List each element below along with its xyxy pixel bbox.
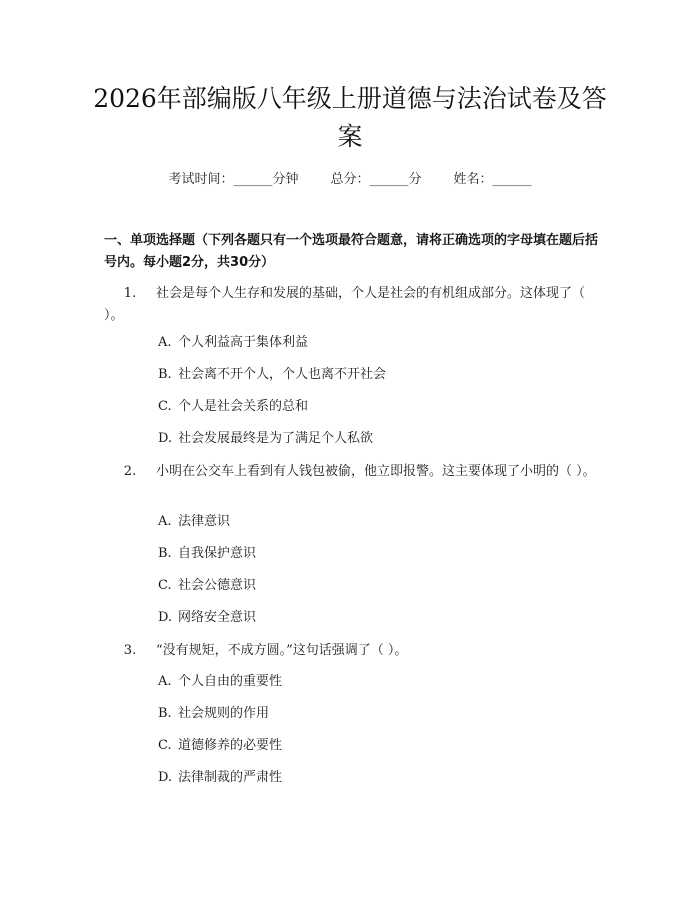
question-2-option-a	[158, 512, 230, 532]
option-text: 网络安全意识	[178, 610, 257, 625]
option-text: 社会规则的作用	[178, 706, 270, 721]
question-1-option-a	[158, 333, 308, 353]
exam-time-field: 考试时间：______分钟	[168, 172, 299, 187]
option-text: 自我保护意识	[178, 546, 257, 561]
option-text: 个人利益高于集体利益	[178, 335, 309, 350]
document-title: 2026年部编版八年级上册道德与法治试卷及答案	[93, 84, 607, 151]
option-letter: D.	[158, 610, 173, 625]
option-letter: A.	[158, 674, 172, 689]
total-score-field: 总分：______分	[330, 172, 422, 187]
question-3	[104, 640, 604, 662]
option-letter: C.	[158, 399, 172, 414]
option-letter: D.	[158, 431, 173, 446]
question-1-option-c	[158, 397, 308, 417]
question-1-option-d	[158, 429, 373, 449]
option-text: 个人是社会关系的总和	[178, 399, 309, 414]
question-1	[104, 283, 604, 327]
question-3-option-b	[158, 704, 269, 724]
option-letter: A.	[158, 514, 172, 529]
option-text: 社会离不开个人，个人也离不开社会	[178, 367, 387, 382]
option-letter: B.	[158, 367, 172, 382]
option-text: 社会公德意识	[178, 578, 257, 593]
option-text: 法律意识	[178, 514, 231, 529]
question-2-option-d	[158, 608, 256, 628]
option-text: 个人自由的重要性	[178, 674, 283, 689]
question-2	[104, 461, 604, 483]
question-number: 1.	[123, 286, 137, 301]
question-3-option-a	[158, 672, 282, 692]
option-letter: D.	[158, 770, 173, 785]
option-letter: C.	[158, 738, 172, 753]
question-3-option-d	[158, 768, 282, 788]
option-text: 社会发展最终是为了满足个人私欲	[178, 431, 374, 446]
student-name-field: 姓名：______	[453, 172, 532, 187]
option-text: 法律制裁的严肃性	[178, 770, 283, 785]
option-letter: B.	[158, 706, 172, 721]
question-number: 2.	[123, 464, 137, 479]
option-text: 道德修养的必要性	[178, 738, 283, 753]
question-1-option-b	[158, 365, 386, 385]
option-letter: B.	[158, 546, 172, 561]
option-letter: C.	[158, 578, 172, 593]
exam-meta-line	[0, 168, 700, 187]
question-3-option-c	[158, 736, 282, 756]
question-2-option-b	[158, 544, 256, 564]
question-text: “没有规矩，不成方圆。”这句话强调了（ ）。	[156, 643, 408, 658]
question-2-option-c	[158, 576, 256, 596]
question-text: 社会是每个人生存和发展的基础，个人是社会的有机组成部分。这体现了（ ）。	[104, 286, 586, 323]
question-text: 小明在公交车上看到有人钱包被偷，他立即报警。这主要体现了小明的（ ）。	[156, 464, 596, 479]
option-letter: A.	[158, 335, 172, 350]
section-heading: 一、单项选择题（下列各题只有一个选项最符合题意，请将正确选项的字母填在题后括号内。每小题2分，共30分）	[104, 233, 599, 270]
question-number: 3.	[123, 643, 137, 658]
